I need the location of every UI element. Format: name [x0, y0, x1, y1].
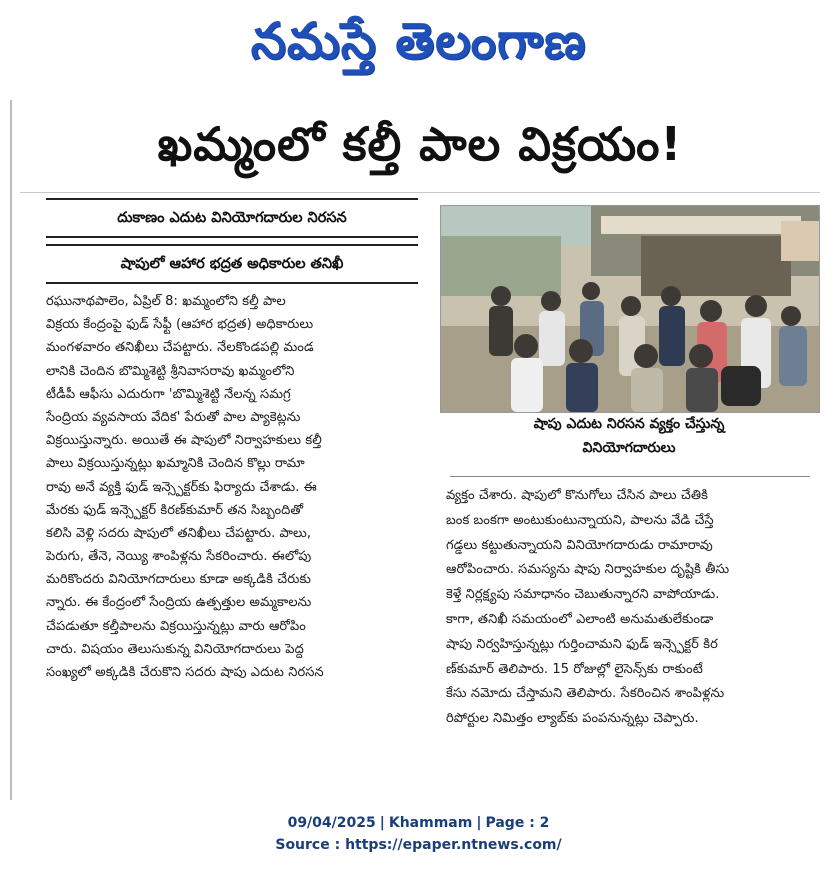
- subheads: [46, 198, 418, 284]
- photo-caption: [440, 412, 818, 474]
- subhead-inspection: షాపులో ఆహార భద్రత అధికారుల తనిఖీ: [46, 244, 418, 284]
- caption-line: వినియోగదారులు: [582, 440, 676, 456]
- body-line: విక్రయిస్తున్నారు. అయితే ఈ షాపులో నిర్వాహకులు కల్తీ: [46, 433, 322, 449]
- subhead-protest: దుకాణం ఎదుట వినియోగదారుల నిరసన: [46, 198, 418, 238]
- article-body-left: [46, 290, 420, 772]
- body-line: కెళ్తే నిర్లక్ష్యపు సమాధానం చెబుతున్నారని వాపోయాడు.: [446, 587, 720, 603]
- body-line: మేరకు ఫుడ్ ఇన్స్పెక్టర్ కిరణ్‌కుమార్ తన సిబ్బందితో: [46, 502, 304, 518]
- caption-line: షాపు ఎదుట నిరసన వ్యక్తం చేస్తున్న: [533, 416, 725, 432]
- body-line: షాపు నిర్వహిస్తున్నట్లు గుర్తించామని ఫుడ్ ఇన్స్పెక్టర్ కిర: [446, 636, 718, 652]
- body-line: పెరుగు, తేనె, నెయ్యి శాంపిళ్లను సేకరించారు. ఈలోపు: [46, 549, 312, 565]
- footer-page: Page : 2: [485, 815, 550, 831]
- body-line: సంఖ్యలో అక్కడికి చేరుకొని సదరు షాపు ఎదుట నిరసన: [46, 665, 324, 680]
- article-body-right: [446, 484, 810, 774]
- body-line: రిపోర్టుల నిమిత్తం ల్యాబ్‌కు పంపనున్నట్లు చెప్పారు.: [446, 711, 699, 727]
- caption-divider: [450, 476, 810, 477]
- footer-source[interactable]: Source : https://epaper.ntnews.com/: [275, 837, 562, 853]
- body-line: వ్యక్తం చేశారు. షాపులో కొనుగోలు చేసిన పాలు చేతికి: [446, 488, 708, 503]
- page-footer: [0, 812, 837, 862]
- body-line: చేపడుతూ కల్తీపాలను విక్రయిస్తున్నట్లు వారు ఆరోపిం: [46, 618, 306, 634]
- body-line: గడ్డలు కట్టుతున్నాయని వినియోగదారుడు రామారావు: [446, 537, 713, 553]
- footer-meta: [0, 812, 837, 834]
- body-line: కాగా, తనిఖీ సమయంలో ఎలాంటి అనుమతులేకుండా: [446, 611, 714, 627]
- body-line: మరికొందరు వినియోగదారులు కూడా అక్కడికి చేరుకు: [46, 572, 311, 588]
- body-line: విక్రయ కేంద్రంపై ఫుడ్ సేఫ్టీ (ఆహార భద్రత) అధికారులు: [46, 317, 314, 333]
- body-line: బంక బంకగా అంటుకుంటున్నాయని, పాలను వేడి చేస్తే: [446, 512, 714, 528]
- body-line: పాలు విక్రయిస్తున్నట్లు ఖమ్మానికి చెందిన కొల్లు రామా: [46, 456, 305, 472]
- body-line: రఘునాథపాలెం, ఏప్రిల్ 8: ఖమ్మంలోని కల్తీ పాల: [46, 294, 286, 309]
- body-line: చారు. విషయం తెలుసుకున్న వినియోగదారులు పెద్ద: [46, 641, 304, 657]
- article-headline: ఖమ్మంలో కల్తీ పాల విక్రయం!: [157, 117, 683, 171]
- body-line: కలిసి వెళ్లి సదరు షాపులో తనిఖీలు చేపట్టారు. పాలు,: [46, 525, 312, 541]
- news-photo: [440, 205, 820, 413]
- body-line: ణ్‌కుమార్ తెలిపారు. 15 రోజుల్లో లైసెన్స్‌కు రాకుంటే: [446, 661, 703, 677]
- footer-separator: |: [379, 815, 385, 831]
- body-line: టీడీపీ ఆఫీసు ఎదురుగా 'బొమ్మిశెట్టి నేలన్న సమగ్ర: [46, 386, 291, 402]
- body-line: మంగళవారం తనిఖీలు చేపట్టారు. నేలకొండపల్లి మండ: [46, 340, 314, 356]
- body-line: కేసు నమోదు చేస్తామని తెలిపారు. సేకరించిన శాంపిళ్లను: [446, 686, 725, 702]
- footer-date: 09/04/2025: [287, 815, 376, 831]
- body-line: సేంద్రియ వ్యవసాయ వేదిక' పేరుతో పాల ప్యాకెట్లను: [46, 409, 301, 425]
- body-line: రావు అనే వ్యక్తి ఫుడ్ ఇన్స్పెక్టర్‌కు ఫిర్యాదు చేశాడు. ఈ: [46, 479, 317, 495]
- body-line: న్నారు. ఈ కేంద్రంలో సేంద్రియ ఉత్పత్తుల అమ్మకాలను: [46, 595, 312, 611]
- footer-separator: |: [476, 815, 482, 831]
- headline-divider: [20, 192, 820, 193]
- body-line: ఆరోపించారు. సమస్యను షాపు నిర్వాహకుల దృష్టికి తీసు: [446, 562, 730, 578]
- masthead-logo: నమస్తే తెలంగాణ: [250, 12, 587, 70]
- body-line: లానికి చెందిన బొమ్మిశెట్టి శ్రీనివాసరావు ఖమ్మంలోని: [46, 363, 295, 379]
- footer-edition: Khammam: [388, 815, 473, 831]
